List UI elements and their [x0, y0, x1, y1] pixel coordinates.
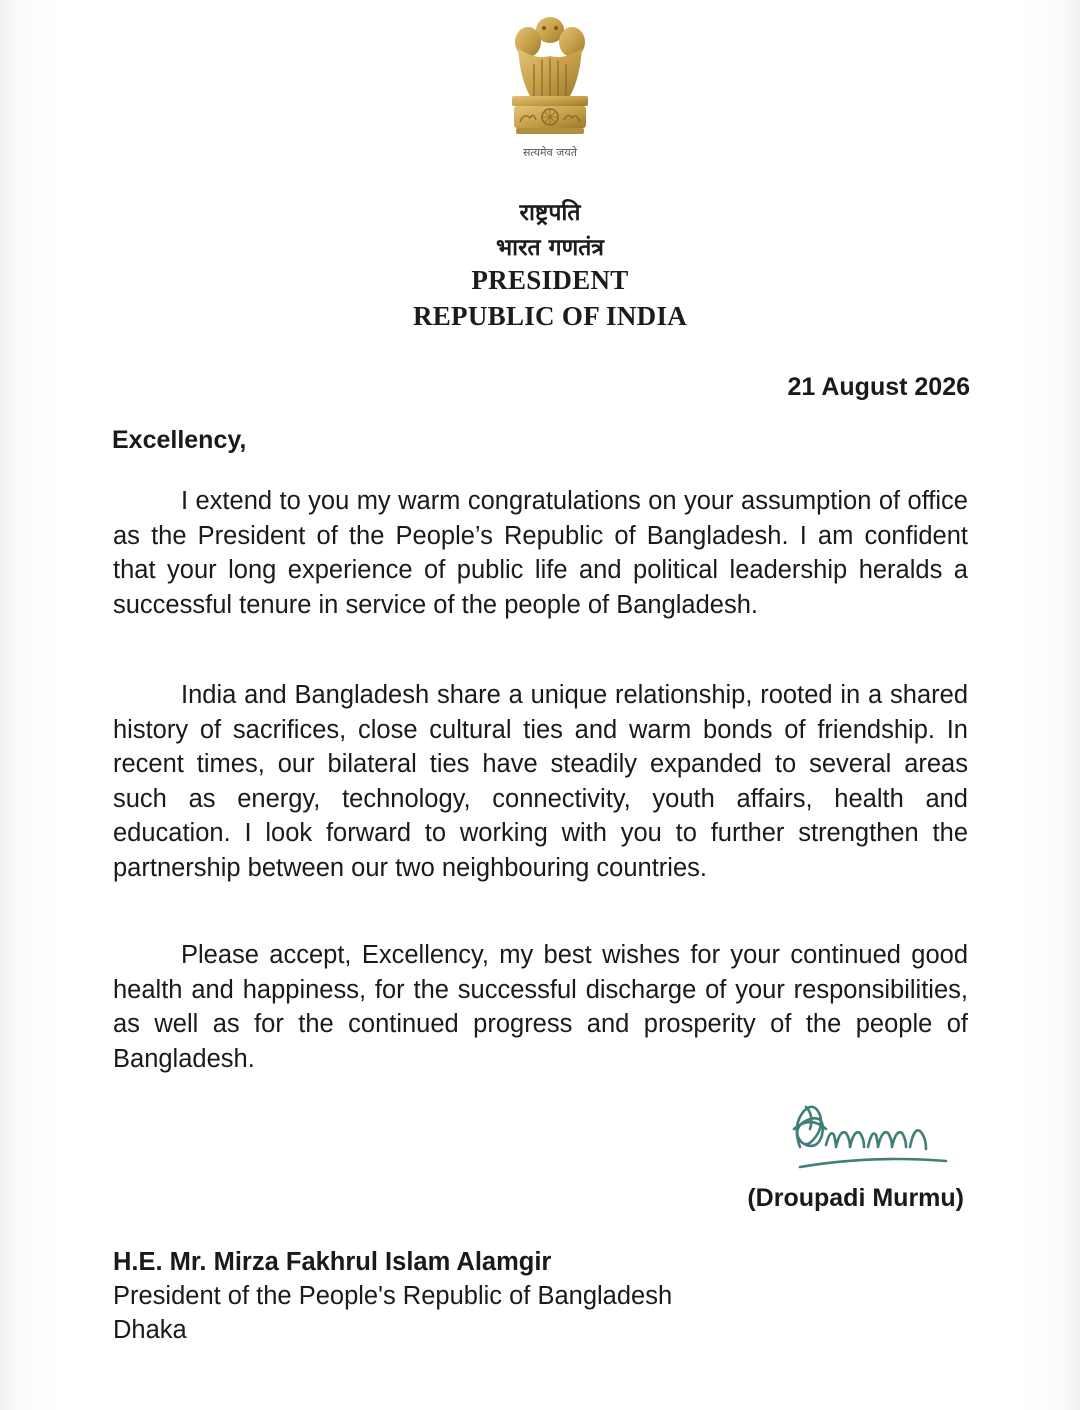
title-republic-of-india: REPUBLIC OF INDIA — [412, 301, 688, 331]
hindi-title-president: राष्ट्रपति — [519, 199, 581, 226]
hindi-title-republic: भारत गणतंत्र — [495, 234, 605, 261]
body-paragraph-2: India and Bangladesh share a unique relationship, rooted in a shared history of sacrifices, close cultural ties and warm bonds of friendship. In recent times, our bilateral ties have steadily expanded to several areas such as energy, technology, connectivity, youth affairs, health and education. I look forward to working with you to further strengthen the partnership between our two neighbouring countries. — [113, 681, 968, 882]
signatory-name: (Droupadi Murmu) — [747, 1184, 964, 1212]
body-paragraph-1: I extend to you my warm congratulations on your assumption of office as the President of the People’s Republic of Bangladesh. I am confident that your long experience of public life and political leadership heralds a successful tenure in service of the people of Bangladesh. — [113, 487, 968, 619]
salutation: Excellency, — [112, 426, 247, 454]
addressee-block — [113, 1245, 672, 1347]
handwritten-signature — [770, 1085, 970, 1175]
addressee-city: Dhaka — [113, 1316, 187, 1344]
national-emblem-icon — [500, 8, 600, 148]
addressee-title: President of the People's Republic of Bangladesh — [113, 1282, 673, 1310]
addressee-name: H.E. Mr. Mirza Fakhrul Islam Alamgir — [113, 1248, 552, 1276]
motto-text: सत्यमेव जयते — [522, 146, 577, 159]
title-president: PRESIDENT — [471, 265, 629, 295]
letter-date: 21 August 2026 — [787, 373, 970, 401]
body-paragraph-3: Please accept, Excellency, my best wishes for your continued good health and happiness, for the successful discharge of your responsibilities, as well as for the continued progress and prosperity of the people of Bangladesh. — [113, 941, 968, 1073]
